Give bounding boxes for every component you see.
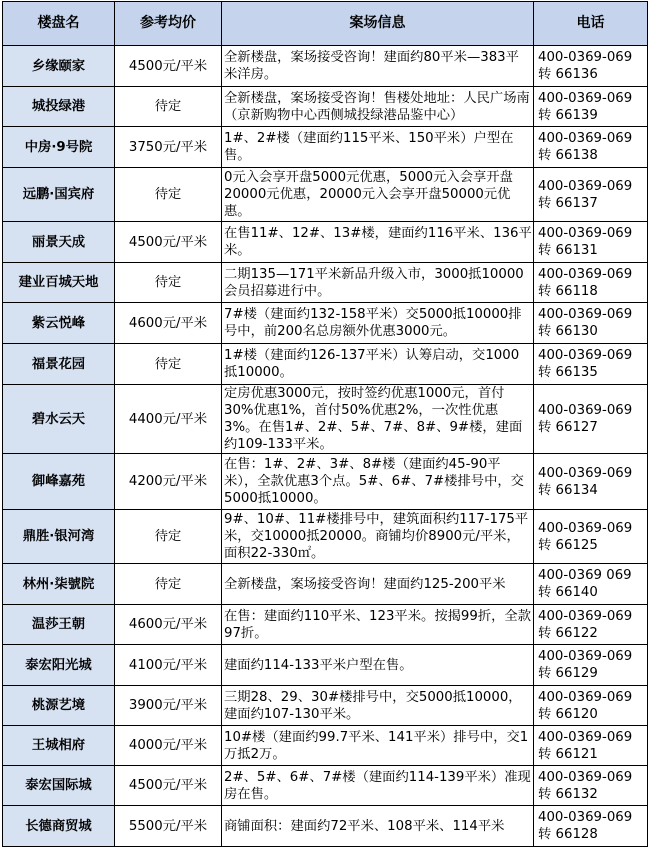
phone-cell [534,222,648,263]
phone-cell [534,806,648,847]
property-name-cell: 碧水云天 [3,385,115,454]
table-row [3,726,648,766]
phone-cell [534,454,648,510]
phone-cell [534,766,648,806]
phone-extension: 转 66125 [538,537,598,553]
sales-info-cell: 三期28、29、30#楼排号中，交5000抵10000，建面约107-130平米。 [222,686,534,726]
phone-number: 400-0369-069 [538,90,633,106]
phone-number: 400-0369-069 [538,348,633,363]
table-row [3,344,648,385]
property-name-cell: 丽景天成 [3,222,115,263]
price-cell: 4600元/平米 [115,303,222,344]
phone-number: 400-0369-069 [538,266,633,282]
phone-cell [534,564,648,605]
price-cell: 待定 [115,168,222,222]
phone-extension: 转 66127 [538,420,598,435]
property-name-cell: 远鹏·国宾府 [3,168,115,222]
property-name-cell: 泰宏国际城 [3,766,115,806]
phone-number: 400-0369-069 [538,810,633,825]
property-name-cell: 御峰嘉苑 [3,454,115,510]
phone-cell [534,726,648,766]
sales-info-cell: 2#、5#、6#、7#楼（建面约114-139平米）准现房在售。 [222,766,534,806]
property-price-table [2,1,648,847]
table-row [3,127,648,168]
price-cell: 待定 [115,263,222,303]
table-row [3,766,648,806]
table-row [3,510,648,564]
phone-extension: 转 66118 [538,283,598,299]
phone-extension: 转 66120 [538,706,598,722]
phone-number: 400-0369-069 [538,520,633,536]
phone-number: 400-0369-069 [538,729,633,745]
sales-info-cell: 在售：建面约110平米、123平米。按揭99折，全款97折。 [222,605,534,645]
sales-info-cell: 商铺面积：建面约72平米、108平米、114平米 [222,806,534,847]
phone-extension: 转 66121 [538,746,598,762]
price-cell: 4500元/平米 [115,222,222,263]
price-cell: 4500元/平米 [115,766,222,806]
phone-number: 400-0369-069 [538,689,633,705]
phone-cell [534,46,648,87]
property-name-cell: 紫云悦峰 [3,303,115,344]
price-cell: 待定 [115,344,222,385]
phone-extension: 转 66136 [538,67,598,82]
phone-extension: 转 66129 [538,666,598,681]
property-name-cell: 鼎胜·银河湾 [3,510,115,564]
phone-number: 400-0369-069 [538,50,633,65]
phone-number: 400-0369-069 [538,307,633,322]
phone-extension: 转 66132 [538,786,598,802]
property-name-cell: 城投绿港 [3,87,115,127]
table-row [3,806,648,847]
price-cell: 待定 [115,510,222,564]
phone-number: 400-0369 069 [538,568,632,583]
phone-number: 400-0369-069 [538,608,633,624]
table-row [3,263,648,303]
table-row [3,645,648,686]
property-name-cell: 桃源艺境 [3,686,115,726]
phone-cell [534,87,648,127]
property-name-cell: 福景花园 [3,344,115,385]
property-name-cell: 建业百城天地 [3,263,115,303]
header-price: 参考均价 [115,2,222,46]
property-name-cell: 乡缘颐家 [3,46,115,87]
sales-info-cell: 在售：1#、2#、3#、8#楼（建面约45-90平米），全款优惠3个点。5#、6#、7#楼排号中，交5000抵10000。 [222,454,534,510]
phone-cell [534,605,648,645]
phone-cell [534,127,648,168]
sales-info-cell: 二期135—171平米新品升级入市，3000抵10000会员招募进行中。 [222,263,534,303]
phone-cell [534,168,648,222]
phone-number: 400-0369-069 [538,178,633,194]
table-row [3,87,648,127]
table-header [3,2,648,46]
phone-extension: 转 66139 [538,107,598,123]
table-row [3,222,648,263]
phone-extension: 转 66134 [538,482,598,498]
phone-cell [534,263,648,303]
price-cell: 4200元/平米 [115,454,222,510]
phone-extension: 转 66140 [538,585,598,600]
property-name-cell: 中房·9号院 [3,127,115,168]
sales-info-cell: 全新楼盘，案场接受咨询！建面约80平米—383平米洋房。 [222,46,534,87]
property-name-cell: 王城相府 [3,726,115,766]
phone-number: 400-0369-069 [538,769,633,785]
table-row [3,168,648,222]
phone-cell [534,344,648,385]
sales-info-cell: 全新楼盘，案场接受咨询！售楼处地址：人民广场南（京新购物中心西侧城投绿港品鉴中心） [222,87,534,127]
header-phone: 电话 [534,2,648,46]
price-cell: 4500元/平米 [115,46,222,87]
property-name-cell: 林州·柒號院 [3,564,115,605]
phone-number: 400-0369-069 [538,226,633,241]
phone-extension: 转 66122 [538,625,598,641]
table-row [3,605,648,645]
table-body [3,46,648,847]
table-row [3,303,648,344]
table-row [3,454,648,510]
sales-info-cell: 定房优惠3000元，按时签约优惠1000元，首付30%优惠1%，首付50%优惠2%，一次性优惠3%。在售1#、2#、5#、7#、8#、9#楼，建面约109-133平米。 [222,385,534,454]
price-cell: 待定 [115,87,222,127]
property-name-cell: 温莎王朝 [3,605,115,645]
phone-cell [534,303,648,344]
phone-number: 400-0369-069 [538,649,633,664]
phone-extension: 转 66138 [538,148,598,163]
sales-info-cell: 10#楼（建面约99.7平米、141平米）排号中，交1万抵2万。 [222,726,534,766]
sales-info-cell: 在售11#、12#、13#楼，建面约116平米、136平米。 [222,222,534,263]
property-table-container [2,1,648,847]
sales-info-cell: 1#、2#楼（建面约115平米、150平米）户型在售。 [222,127,534,168]
property-name-cell: 泰宏阳光城 [3,645,115,686]
price-cell: 4600元/平米 [115,605,222,645]
phone-cell [534,645,648,686]
phone-number: 400-0369-069 [538,465,633,481]
sales-info-cell: 1#楼（建面约126-137平米）认筹启动，交1000抵10000。 [222,344,534,385]
sales-info-cell: 全新楼盘，案场接受咨询！建面约125-200平米 [222,564,534,605]
price-cell: 4000元/平米 [115,726,222,766]
table-row [3,564,648,605]
price-cell: 4100元/平米 [115,645,222,686]
phone-cell [534,686,648,726]
phone-extension: 转 66128 [538,827,598,842]
sales-info-cell: 建面约114-133平米户型在售。 [222,645,534,686]
phone-extension: 转 66135 [538,365,598,380]
table-row [3,46,648,87]
price-cell: 3750元/平米 [115,127,222,168]
table-row [3,686,648,726]
price-cell: 4400元/平米 [115,385,222,454]
phone-cell [534,385,648,454]
phone-number: 400-0369-069 [538,403,633,418]
phone-extension: 转 66137 [538,195,598,211]
sales-info-cell: 7#楼（建面约132-158平米）交5000抵10000排号中，前200名总房额外优惠3000元。 [222,303,534,344]
price-cell: 3900元/平米 [115,686,222,726]
phone-extension: 转 66131 [538,243,598,258]
header-row [3,2,648,46]
table-row [3,385,648,454]
header-info: 案场信息 [222,2,534,46]
phone-extension: 转 66130 [538,324,598,339]
price-cell: 5500元/平米 [115,806,222,847]
sales-info-cell: 9#、10#、11#楼排号中，建筑面积约117-175平米，交10000抵20000。商铺均价8900元/平米，面积22-330㎡。 [222,510,534,564]
header-name: 楼盘名 [3,2,115,46]
phone-cell [534,510,648,564]
sales-info-cell: 0元入会享开盘5000元优惠，5000元入会享开盘20000元优惠，20000元入会享开盘50000元优惠。 [222,168,534,222]
phone-number: 400-0369-069 [538,131,633,146]
price-cell: 待定 [115,564,222,605]
property-name-cell: 长德商贸城 [3,806,115,847]
